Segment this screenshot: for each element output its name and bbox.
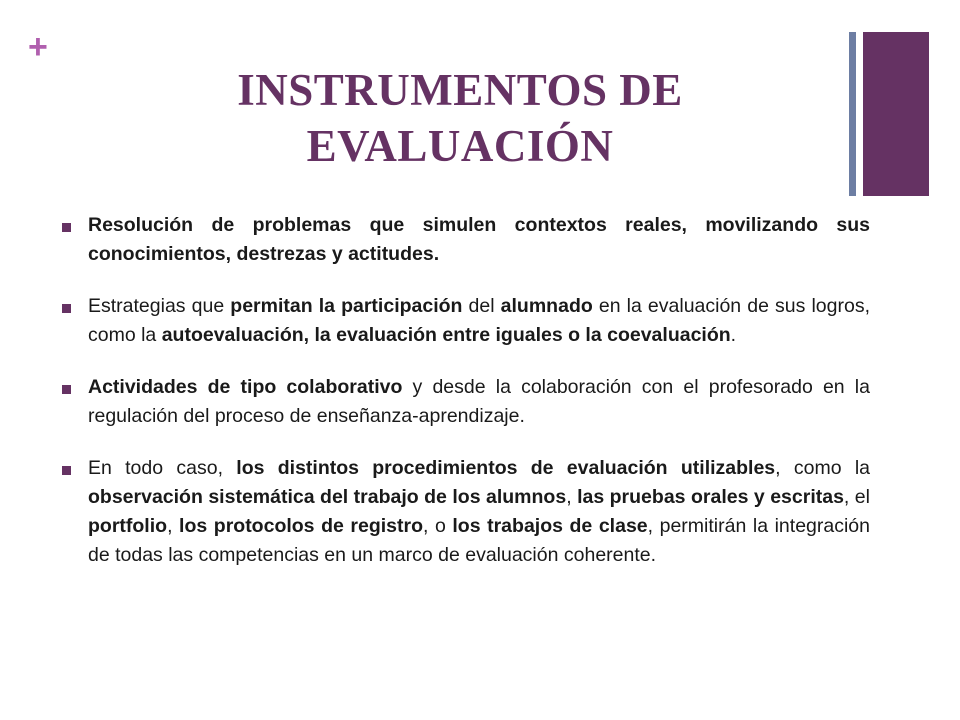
title-line-1: INSTRUMENTOS DE bbox=[237, 65, 683, 115]
bullet-segment: autoevaluación, la evaluación entre iguales o la coevaluación bbox=[161, 324, 731, 346]
square-bullet-icon bbox=[62, 223, 71, 232]
square-bullet-icon bbox=[62, 466, 71, 475]
square-bullet-icon bbox=[62, 304, 71, 313]
square-bullet-icon bbox=[62, 385, 71, 394]
bullet-segment: , permitirán la integración de todas las competencias en un marco de evaluación coherente. bbox=[88, 515, 870, 566]
bullet-segment: del bbox=[462, 295, 501, 317]
bullet-segment: , o bbox=[423, 515, 453, 537]
plus-icon: + bbox=[28, 28, 48, 66]
bullet-segment: , bbox=[167, 515, 180, 537]
bullet-segment: y desde la colaboración con el profesorado en la regulación del proceso de enseñanza-aprendizaje. bbox=[88, 376, 870, 427]
slide-title bbox=[150, 62, 770, 174]
bullet-item bbox=[62, 373, 870, 431]
bullet-item bbox=[62, 292, 870, 350]
bullet-segment: Resolución de problemas que simulen contextos reales, movilizando sus conocimientos, destrezas y actitudes. bbox=[88, 214, 870, 265]
decorative-bar-thin bbox=[849, 32, 856, 196]
bullet-segment: los trabajos de clase bbox=[452, 515, 648, 537]
bullet-segment: . bbox=[730, 324, 737, 346]
bullet-item bbox=[62, 211, 870, 269]
bullet-segment: Actividades de tipo colaborativo bbox=[88, 376, 403, 398]
bullet-text bbox=[88, 376, 870, 427]
bullet-segment: las pruebas orales y escritas bbox=[577, 486, 844, 508]
bullet-segment: en la evaluación de sus logros, como la bbox=[88, 295, 871, 346]
bullet-segment: alumnado bbox=[500, 295, 593, 317]
bullet-text bbox=[88, 457, 870, 566]
bullet-segment: los distintos procedimientos de evaluación utilizables bbox=[236, 457, 776, 479]
bullet-text bbox=[88, 214, 870, 265]
bullet-segment: Estrategias que bbox=[88, 295, 231, 317]
bullet-text bbox=[88, 295, 870, 346]
bullet-segment: portfolio bbox=[88, 515, 168, 537]
bullet-segment: los protocolos de registro bbox=[179, 515, 423, 537]
bullet-segment: permitan la participación bbox=[230, 295, 463, 317]
bullet-list bbox=[62, 211, 870, 593]
bullet-segment: , como la bbox=[775, 457, 871, 479]
bullet-segment: observación sistemática del trabajo de los alumnos bbox=[88, 486, 567, 508]
bullet-segment: En todo caso, bbox=[88, 457, 237, 479]
bullet-item bbox=[62, 454, 870, 570]
title-line-2: EVALUACIÓN bbox=[306, 121, 614, 171]
decorative-bar-thick bbox=[863, 32, 929, 196]
bullet-segment: , bbox=[566, 486, 578, 508]
bullet-segment: , el bbox=[843, 486, 870, 508]
